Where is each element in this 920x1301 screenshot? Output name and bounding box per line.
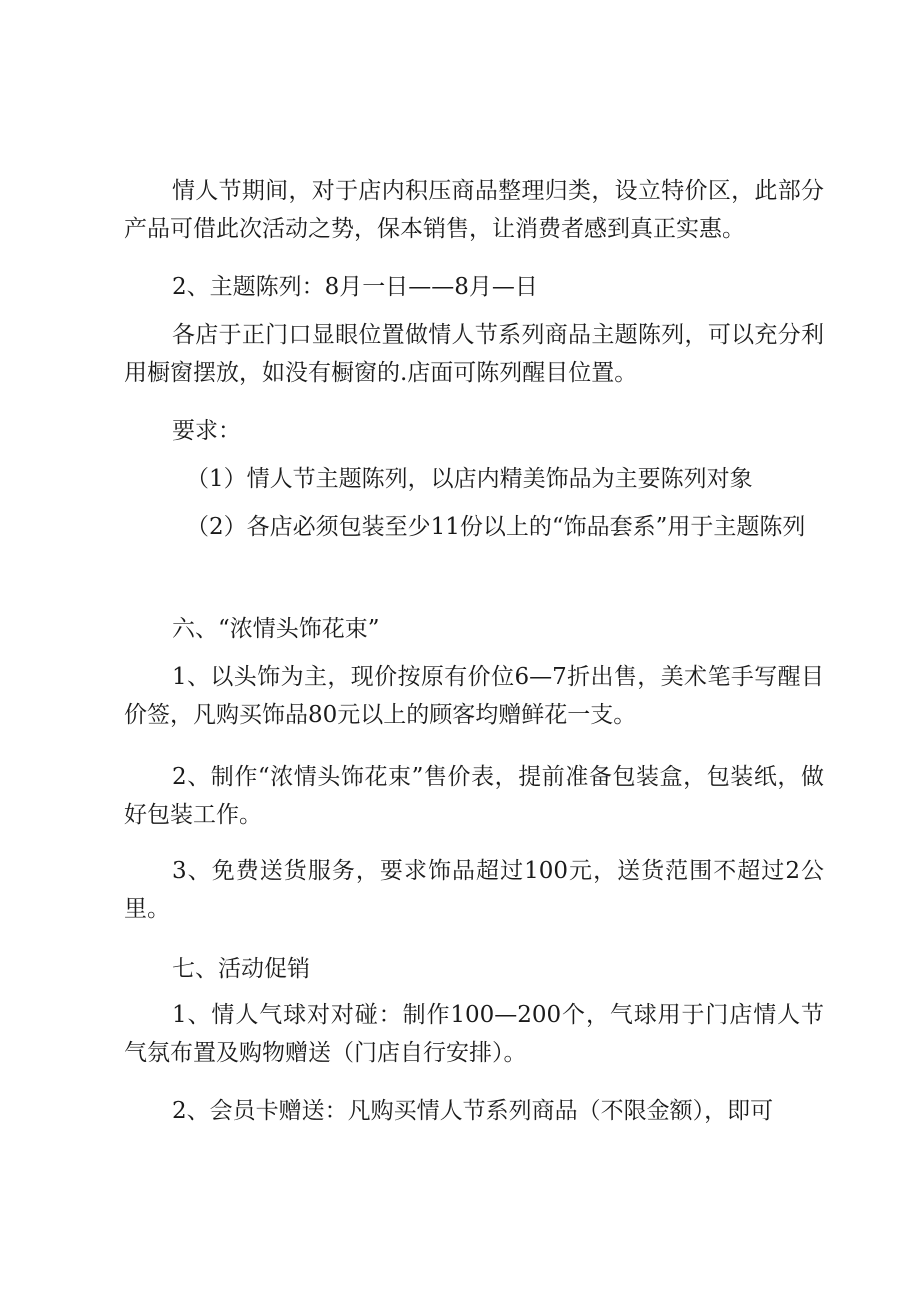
paragraph-clearance-zone: 情人节期间，对于店内积压商品整理归类，设立特价区，此部分产品可借此次活动之势，保本销售，让消费者感到真正实惠。 (124, 178, 824, 242)
paragraph-free-delivery: 3、免费送货服务，要求饰品超过100元，送货范围不超过2公里。 (124, 858, 824, 922)
section-heading-seven: 七、活动促销 (172, 956, 310, 982)
paragraph-theme-display-heading: 2、主题陈列：8月一日——8月—日 (172, 274, 538, 300)
paragraph-requirement-1: （1）情人节主题陈列，以店内精美饰品为主要陈列对象 (186, 466, 753, 492)
paragraph-price-list: 2、制作“浓情头饰花束”售价表，提前准备包装盒，包装纸，做好包装工作。 (124, 764, 824, 828)
paragraph-balloon-promo: 1、情人气球对对碰：制作100—200个，气球用于门店情人节气氛布置及购物赠送（门店自行安排）。 (124, 1002, 824, 1066)
paragraph-requirements-label: 要求： (172, 418, 241, 444)
paragraph-headwear-discount: 1、以头饰为主，现价按原有价位6—7折出售，美术笔手写醒目价签，凡购买饰品80元以上的顾客均赠鲜花一支。 (124, 664, 824, 728)
section-heading-six: 六、“浓情头饰花束” (172, 616, 380, 642)
paragraph-member-card: 2、会员卡赠送：凡购买情人节系列商品（不限金额），即可 (172, 1098, 774, 1124)
paragraph-requirement-2: （2）各店必须包装至少11份以上的“饰品套系”用于主题陈列 (186, 514, 806, 540)
paragraph-theme-display-body: 各店于正门口显眼位置做情人节系列商品主题陈列，可以充分利用橱窗摆放，如没有橱窗的.店面可陈列醒目位置。 (124, 322, 824, 386)
